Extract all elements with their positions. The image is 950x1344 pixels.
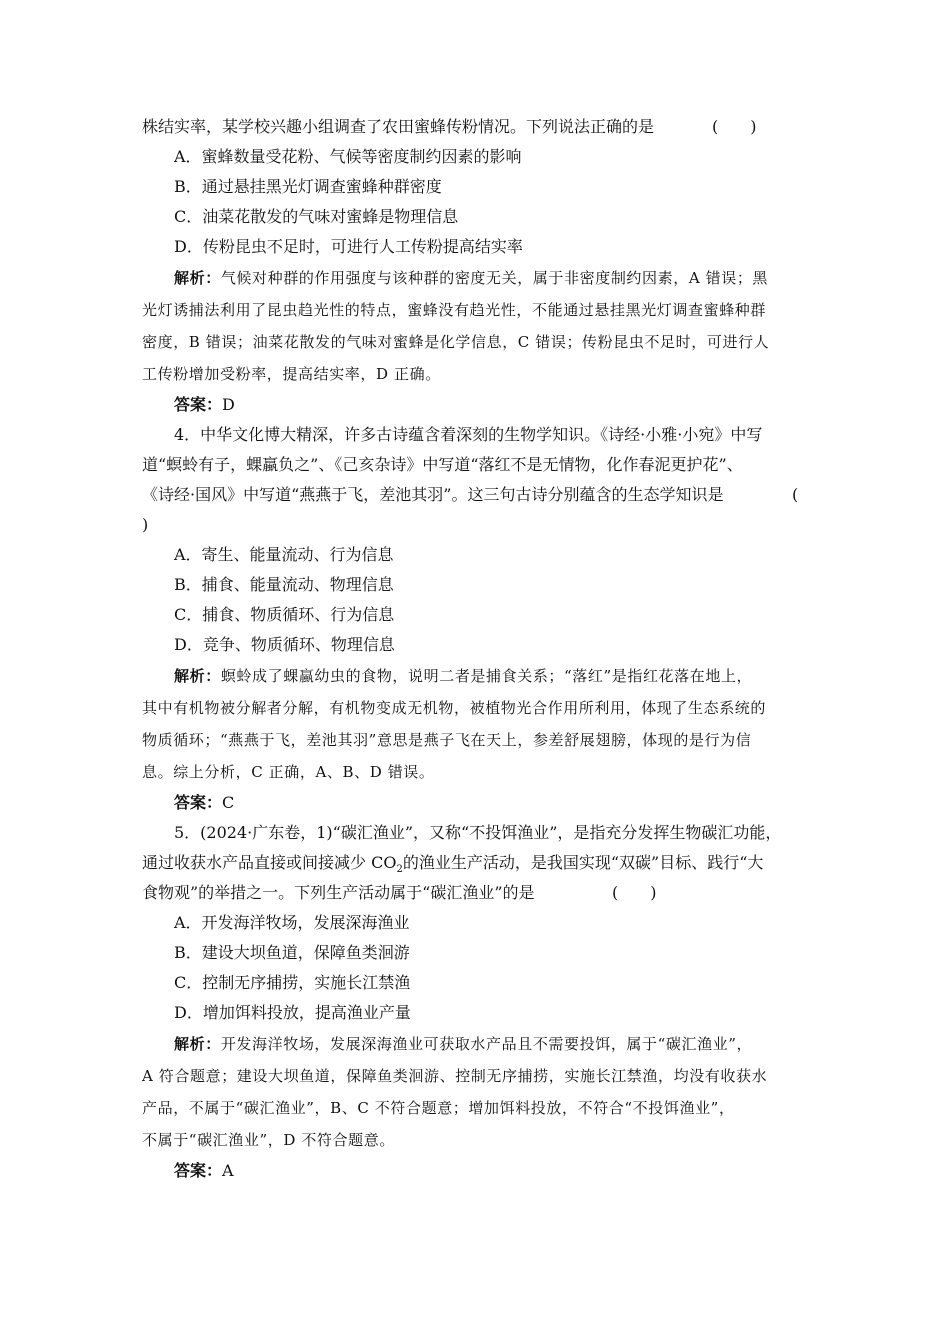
q5-option-c: C．控制无序捕捞，实施长江禁渔 (174, 973, 411, 992)
q3-analysis-line-1: 解析：气候对种群的作用强度与该种群的密度无关，属于非密度制约因素，A 错误；黑 (174, 269, 769, 287)
q3-option-a: A．蜜蜂数量受花粉、气候等密度制约因素的影响 (174, 147, 522, 166)
q3-stem-text: 株结实率，某学校兴趣小组调查了农田蜜蜂传粉情况。下列说法正确的是 (142, 117, 655, 136)
q4-answer (142, 788, 818, 818)
q5-answer-paren: ( ) (612, 883, 657, 902)
q5-stem-line-2: 通过收获水产品直接或间接减少 $CO_2$的渔业生产活动，是我国实现“双碳”目标、践行“大 (142, 853, 764, 876)
q3-answer (142, 390, 818, 420)
q5-option-d: D．增加饵料投放，提高渔业产量 (174, 1003, 411, 1022)
q4-stem-line-1: 4．中华文化博大精深，许多古诗蕴含着深刻的生物学知识。《诗经·小雅·小宛》中写 (174, 425, 763, 444)
q4-analysis-label: 解析： (174, 667, 221, 685)
q3-analysis-line-2: 光灯诱捕法利用了昆虫趋光性的特点，蜜蜂没有趋光性，不能通过悬挂黑光灯调查蜜蜂种群 (142, 301, 767, 319)
q4-answer-label: 答案： (174, 793, 223, 812)
q5-stem-line-3: 食物观”的举措之一。下列生产活动属于“碳汇渔业”的是 ( ) (142, 878, 818, 908)
q5-analysis-label: 解析： (174, 1035, 221, 1053)
q5-answer (142, 1156, 818, 1186)
q5-answer-value: A (222, 1161, 234, 1180)
q5-option-a: A．开发海洋牧场，发展深海渔业 (174, 913, 410, 932)
q4-option-a: A．寄生、能量流动、行为信息 (174, 545, 394, 564)
q5-answer-label: 答案： (174, 1161, 223, 1180)
q4-analysis-line-3: 物质循环；“燕燕于飞，差池其羽”意思是燕子飞在天上，参差舒展翅膀，体现的是行为信 (142, 731, 752, 749)
q3-option-c: C．油菜花散发的气味对蜜蜂是物理信息 (174, 207, 459, 226)
q4-analysis-line-4: 息。综上分析，C 正确，A、B、D 错误。 (142, 763, 435, 781)
q4-analysis-line-2: 其中有机物被分解者分解，有机物变成无机物，被植物光合作用所利用，体现了生态系统的 (142, 699, 767, 717)
q3-stem (142, 112, 818, 142)
q3-option-d: D．传粉昆虫不足时，可进行人工传粉提高结实率 (174, 237, 523, 256)
q5-analysis-line-4: 不属于“碳汇渔业”，D 不符合题意。 (142, 1131, 395, 1149)
q5-analysis-line-3: 产品，不属于“碳汇渔业”，B、C 不符合题意；增加饵料投放，不符合“不投饵渔业”， (142, 1099, 735, 1117)
q3-answer-label: 答案： (174, 395, 223, 414)
q3-answer-value: D (222, 395, 235, 414)
q4-option-d: D．竞争、物质循环、物理信息 (174, 635, 395, 654)
q4-answer-paren-close: ) (142, 515, 149, 534)
q4-stem-line-2: 道“螟蛉有子，蜾蠃负之”、《己亥杂诗》中写道“落红不是无情物，化作春泥更护花”、 (142, 455, 743, 474)
q4-analysis-line-1: 解析：螟蛉成了蜾蠃幼虫的食物，说明二者是捕食关系；“落红”是指红花落在地上， (174, 667, 753, 685)
co2-subscript: 2 (396, 864, 403, 876)
q3-analysis-line-4: 工传粉增加受粉率，提高结实率，D 正确。 (142, 365, 441, 383)
q5-analysis-line-2: A 符合题意；建设大坝鱼道，保障鱼类洄游、控制无序捕捞，实施长江禁渔，均没有收获水 (142, 1067, 768, 1085)
q3-answer-paren: ( ) (712, 117, 757, 136)
q3-option-b: B．通过悬挂黑光灯调查蜜蜂种群密度 (174, 177, 442, 196)
q4-answer-paren-open: ( (792, 485, 799, 504)
q4-stem-line-3: 《诗经·国风》中写道“燕燕于飞，差池其羽”。这三句古诗分别蕴含的生态学知识是 ( (142, 480, 818, 510)
q5-stem-line-1: 5．(2024·广东卷，1)“碳汇渔业”，又称“不投饵渔业”，是指充分发挥生物碳汇功能， (174, 823, 782, 842)
q4-answer-value: C (222, 793, 235, 812)
q3-analysis-label: 解析： (174, 269, 221, 287)
q5-option-b: B．建设大坝鱼道，保障鱼类洄游 (174, 943, 410, 962)
q4-option-c: C．捕食、物质循环、行为信息 (174, 605, 395, 624)
q3-analysis-line-3: 密度，B 错误；油菜花散发的气味对蜜蜂是化学信息，C 错误；传粉昆虫不足时，可进行人 (142, 333, 770, 351)
q4-option-b: B．捕食、能量流动、物理信息 (174, 575, 394, 594)
q5-analysis-line-1: 解析：开发海洋牧场，发展深海渔业可获取水产品且不需要投饵，属于“碳汇渔业”， (174, 1035, 753, 1053)
document-page (142, 112, 818, 1186)
